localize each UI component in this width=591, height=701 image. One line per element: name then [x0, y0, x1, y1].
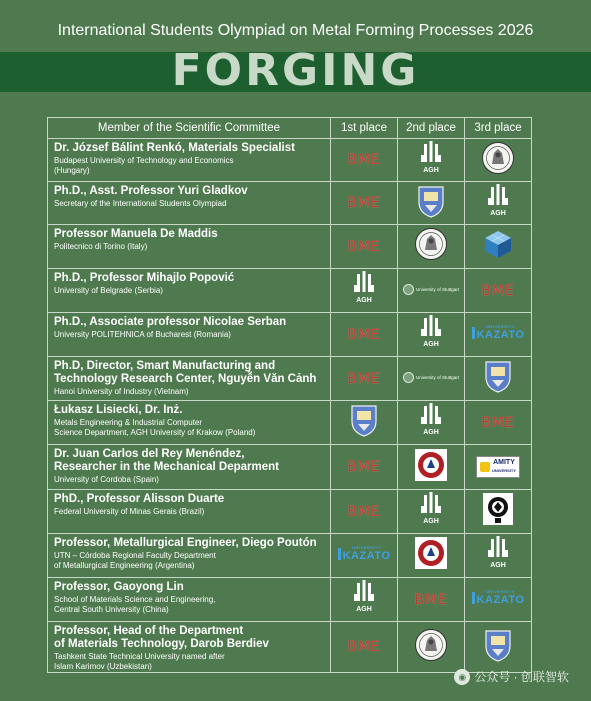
place-3-cell	[465, 357, 532, 401]
place-1-cell	[331, 225, 398, 269]
kazato-logo	[338, 546, 391, 562]
member-affiliation: University POLITEHNICA of Bucharest (Romania)	[54, 330, 231, 339]
member-affiliation: Secretary of the International Students Olympiad	[54, 199, 227, 208]
place-2-cell	[398, 534, 465, 578]
member-name: Ph.D., Professor Mihajlo Popović	[54, 272, 235, 284]
place-2-cell	[398, 139, 465, 182]
university-crest-logo	[349, 403, 379, 437]
amity-logo-text: AMITY	[493, 459, 515, 466]
university-seal-logo	[414, 628, 448, 662]
stuttgart-logo-mark	[403, 372, 414, 383]
place-1-cell	[331, 578, 398, 622]
cordoba-logo	[414, 536, 448, 570]
header-1st-place: 1st place	[331, 118, 398, 139]
place-3-cell	[465, 401, 532, 445]
table-row	[48, 534, 532, 578]
stuttgart-logo	[403, 372, 459, 383]
member-name: Professor Manuela De Maddis	[54, 228, 218, 240]
header-member: Member of the Scientific Committee	[48, 118, 331, 139]
member-affiliation: Federal University of Minas Gerais (Brazil)	[54, 507, 205, 516]
member-cell	[48, 182, 331, 225]
agh-logo	[416, 141, 446, 175]
member-affiliation: University of Belgrade (Serbia)	[54, 286, 163, 295]
place-1-cell	[331, 401, 398, 445]
place-3-cell	[465, 269, 532, 313]
header-2nd-place: 2nd place	[398, 118, 465, 139]
place-2-cell	[398, 357, 465, 401]
bme-logo: BME	[347, 503, 381, 520]
place-2-cell	[398, 269, 465, 313]
place-1-cell	[331, 313, 398, 357]
stuttgart-logo-text: University of Stuttgart	[415, 374, 460, 380]
cordoba-logo	[414, 448, 448, 482]
place-1-cell	[331, 445, 398, 490]
member-cell	[48, 225, 331, 269]
agh-logo	[483, 536, 513, 570]
member-cell	[48, 139, 331, 182]
place-1-cell	[331, 269, 398, 313]
place-3-cell	[465, 534, 532, 578]
kazato-logo	[472, 590, 525, 606]
kazato-logo-bar	[338, 548, 341, 560]
forging-banner: FORGING	[171, 45, 420, 96]
member-cell	[48, 445, 331, 490]
kazato-logo-bar	[472, 592, 475, 604]
university-crest-logo	[483, 628, 513, 662]
place-3-cell	[465, 139, 532, 182]
place-1-cell	[331, 622, 398, 673]
table-row	[48, 490, 532, 534]
member-name: Dr. Juan Carlos del Rey Menéndez, Researcher in the Mechanical Deparment	[54, 448, 279, 473]
agh-logo-text: AGH	[423, 518, 439, 525]
place-2-cell	[398, 445, 465, 490]
university-crest-logo	[483, 359, 513, 393]
member-affiliation: Hanoi University of Industry (Vietnam)	[54, 387, 189, 396]
cube-logo	[483, 229, 513, 259]
member-cell	[48, 313, 331, 357]
member-affiliation: Politecnico di Torino (Italy)	[54, 242, 148, 251]
place-2-cell	[398, 401, 465, 445]
place-3-cell	[465, 445, 532, 490]
member-cell	[48, 490, 331, 534]
bme-logo: BME	[347, 370, 381, 387]
place-3-cell	[465, 225, 532, 269]
place-3-cell	[465, 578, 532, 622]
member-name: PhD., Professor Alisson Duarte	[54, 493, 225, 505]
bme-logo: BME	[347, 195, 381, 211]
amity-logo-subtext: UNIVERSITY	[491, 468, 516, 473]
agh-logo-text: AGH	[423, 429, 439, 436]
agh-logo	[349, 580, 379, 614]
table-row	[48, 313, 532, 357]
member-cell	[48, 534, 331, 578]
place-3-cell	[465, 490, 532, 534]
kazato-logo-text: KAZATO	[342, 550, 391, 562]
committee-table	[47, 117, 532, 673]
stuttgart-logo-text: University of Stuttgart	[415, 286, 460, 292]
agh-logo	[349, 271, 379, 305]
kazato-logo-subtext: UNIVERSITY	[351, 545, 381, 550]
place-2-cell	[398, 225, 465, 269]
member-cell	[48, 578, 331, 622]
header-3rd-place: 3rd place	[465, 118, 532, 139]
agh-logo-text: AGH	[490, 209, 506, 217]
table-row	[48, 225, 532, 269]
stuttgart-logo-mark	[403, 284, 414, 295]
kazato-logo-text: KAZATO	[476, 329, 525, 341]
table-row	[48, 578, 532, 622]
member-affiliation: University of Cordoba (Spain)	[54, 475, 159, 484]
bme-logo: BME	[347, 326, 381, 343]
agh-logo-text: AGH	[356, 606, 372, 613]
table-row	[48, 182, 532, 225]
agh-logo-text: AGH	[356, 297, 372, 304]
bme-logo: BME	[347, 639, 381, 655]
table-row	[48, 357, 532, 401]
agh-logo-text: AGH	[423, 341, 439, 348]
member-affiliation: Tashkent State Technical University named after Islam Karimov (Uzbekistan)	[54, 652, 225, 671]
table-header-row	[48, 118, 532, 139]
kazato-logo-subtext: UNIVERSITY	[485, 324, 515, 329]
bme-logo: BME	[481, 414, 515, 431]
bme-logo: BME	[347, 459, 381, 475]
member-cell	[48, 357, 331, 401]
member-name: Łukasz Lisiecki, Dr. Inż.	[54, 404, 183, 416]
table-row	[48, 622, 532, 673]
place-3-cell	[465, 182, 532, 225]
place-3-cell	[465, 313, 532, 357]
agh-logo	[416, 403, 446, 437]
table-row	[48, 401, 532, 445]
watermark-text: 公众号 · 创联智软	[474, 670, 569, 684]
agh-logo-text: AGH	[490, 562, 506, 569]
member-cell	[48, 622, 331, 673]
place-1-cell	[331, 182, 398, 225]
olympiad-title: International Students Olympiad on Metal Forming Processes 2026	[57, 22, 534, 39]
bme-logo: BME	[347, 152, 381, 168]
bme-logo: BME	[481, 282, 515, 299]
member-affiliation: UTN – Córdoba Regional Faculty Department of Metallurgical Engineering (Argentina)	[54, 551, 216, 570]
university-seal-logo	[481, 141, 515, 175]
member-name: Ph.D., Associate professor Nicolae Serban	[54, 316, 287, 328]
wechat-icon: ◉	[454, 669, 470, 685]
agh-logo	[416, 492, 446, 526]
kazato-logo-text: KAZATO	[476, 594, 525, 606]
member-name: Professor, Metallurgical Engineer, Diego Poutón	[54, 537, 317, 549]
place-2-cell	[398, 490, 465, 534]
member-cell	[48, 401, 331, 445]
table-row	[48, 269, 532, 313]
bme-logo: BME	[347, 238, 381, 255]
university-seal-logo	[414, 227, 448, 261]
member-name: Professor, Head of the Department of Materials Technology, Darob Berdiev	[54, 625, 269, 650]
place-2-cell	[398, 182, 465, 225]
member-cell	[48, 269, 331, 313]
member-name: Ph.D., Asst. Professor Yuri Gladkov	[54, 185, 248, 197]
place-3-cell	[465, 622, 532, 673]
stuttgart-logo	[403, 284, 459, 295]
kazato-logo-bar	[472, 327, 475, 339]
member-affiliation: Budapest University of Technology and Economics (Hungary)	[54, 156, 234, 175]
member-name: Ph.D, Director, Smart Manufacturing and Technology Research Center, Nguyễn Văn Cảnh	[54, 360, 317, 385]
bme-logo: BME	[414, 591, 448, 608]
minas-gerais-logo	[483, 493, 513, 525]
table-row	[48, 139, 532, 182]
wechat-watermark	[454, 668, 569, 685]
kazato-logo-subtext: UNIVERSITY	[485, 589, 515, 594]
place-1-cell	[331, 490, 398, 534]
member-name: Professor, Gaoyong Lin	[54, 581, 184, 593]
member-affiliation: Metals Engineering & Industrial Computer Science Department, AGH University of Krakow (Poland)	[54, 418, 256, 437]
member-affiliation: School of Materials Science and Engineering, Central South University (China)	[54, 595, 216, 614]
agh-logo	[416, 315, 446, 349]
place-2-cell	[398, 578, 465, 622]
member-name: Dr. József Bálint Renkó, Materials Specialist	[54, 142, 295, 154]
university-crest-logo	[416, 184, 446, 218]
agh-logo-text: AGH	[423, 166, 439, 174]
place-2-cell	[398, 313, 465, 357]
place-1-cell	[331, 534, 398, 578]
place-1-cell	[331, 139, 398, 182]
place-1-cell	[331, 357, 398, 401]
amity-logo	[476, 456, 520, 478]
amity-logo-mark	[480, 462, 490, 472]
agh-logo	[483, 184, 513, 218]
table-row	[48, 445, 532, 490]
kazato-logo	[472, 325, 525, 341]
place-2-cell	[398, 622, 465, 673]
